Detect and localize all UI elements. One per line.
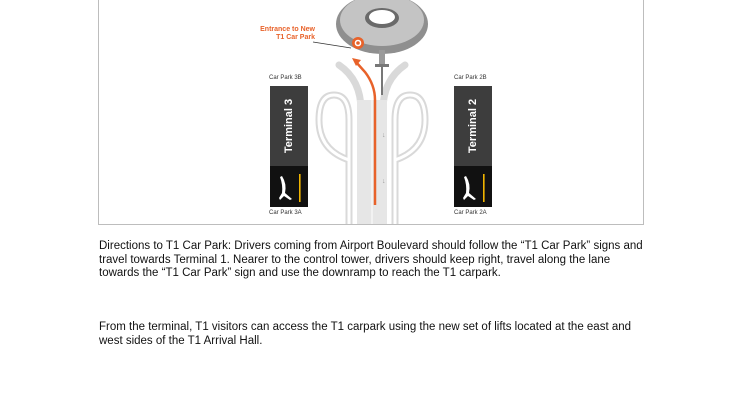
terminal-3-block	[270, 86, 308, 207]
terminal-2-label: Terminal 2	[467, 98, 479, 154]
departure-plane-icon	[454, 166, 492, 207]
car-park-3b-label: Car Park 3B	[269, 75, 302, 81]
svg-text:↓: ↓	[382, 132, 386, 139]
right-loop-road	[395, 95, 425, 225]
car-park-3a-label: Car Park 3A	[269, 210, 302, 216]
car-park-2a-label: Car Park 2A	[454, 210, 487, 216]
left-loop-road	[319, 95, 349, 225]
car-park-2b-label: Car Park 2B	[454, 75, 487, 81]
entrance-label-line1: Entrance to New	[260, 26, 315, 33]
road-diagram	[99, 0, 644, 225]
svg-text:↓: ↓	[382, 178, 386, 185]
terminal-3-label: Terminal 3	[283, 98, 295, 154]
departure-plane-icon	[270, 166, 308, 207]
entrance-label-line2: T1 Car Park	[276, 34, 315, 41]
terminal-2-block	[454, 86, 492, 207]
lifts-paragraph: From the terminal, T1 visitors can access the T1 carpark using the new set of lifts located at the east and west sides of the T1 Arrival Hall.	[99, 321, 632, 347]
airport-map	[98, 0, 644, 225]
directions-paragraph: Directions to T1 Car Park: Drivers coming from Airport Boulevard should follow the “T1 Car Park” signs and travel towards Terminal 1. Nearer to the control tower, drivers should keep right, travel along the lane towards the “T1 Car Park” sign and use the downramp to reach the T1 carpark.	[99, 240, 643, 279]
entrance-callout	[235, 26, 315, 42]
